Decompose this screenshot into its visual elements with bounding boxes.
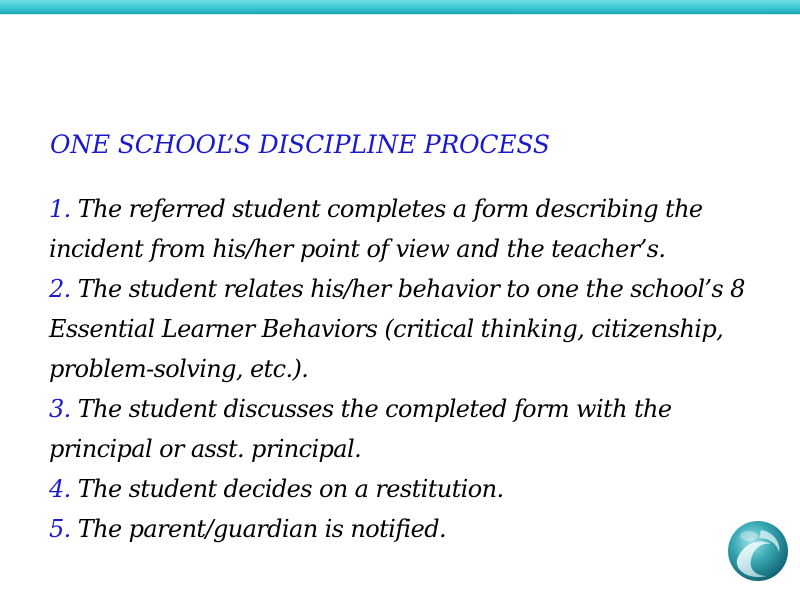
item-number: 5. [49,515,71,543]
list-item [49,389,769,469]
slide-title: ONE SCHOOL’S DISCIPLINE PROCESS [50,130,550,159]
item-text: The parent/guardian is notified. [70,515,447,543]
slide-body [49,189,769,549]
list-item [49,509,769,549]
list-item [49,269,769,389]
swirl-orb-icon [727,520,789,582]
item-number: 4. [49,475,71,503]
top-accent-bar [0,0,800,14]
item-text: The student relates his/her behavior to one the school’s 8 Essential Learner Behaviors (critical thinking, citizenship, problem-solving, etc.). [49,275,745,383]
list-item [49,469,769,509]
item-number: 3. [49,395,71,423]
item-number: 1. [49,195,71,223]
item-text: The referred student completes a form describing the incident from his/her point of view and the teacher’s. [49,195,703,263]
item-text: The student decides on a restitution. [70,475,504,503]
item-number: 2. [49,275,71,303]
list-item [49,189,769,269]
item-text: The student discusses the completed form with the principal or asst. principal. [49,395,672,463]
